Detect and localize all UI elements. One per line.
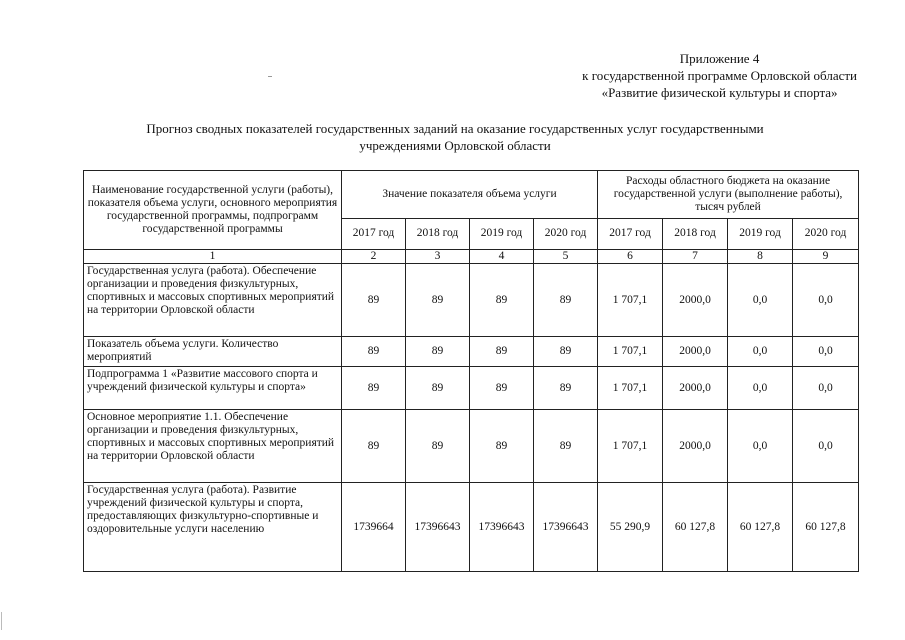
expense-cell: 1 707,1 — [598, 410, 663, 483]
table-row — [84, 264, 859, 337]
expense-cell: 0,0 — [728, 410, 793, 483]
document-title — [60, 120, 850, 154]
column-number: 4 — [470, 250, 534, 264]
expense-cell: 0,0 — [728, 337, 793, 367]
year-header: 2017 год — [598, 218, 663, 249]
expense-cell: 0,0 — [793, 410, 859, 483]
volume-cell: 89 — [406, 264, 470, 337]
volume-cell: 89 — [406, 410, 470, 483]
volume-cell: 89 — [342, 410, 406, 483]
expense-cell: 1 707,1 — [598, 337, 663, 367]
expense-cell: 0,0 — [793, 367, 859, 410]
table-row — [84, 367, 859, 410]
volume-cell: 89 — [534, 337, 598, 367]
expense-cell: 0,0 — [728, 264, 793, 337]
header-row-1 — [84, 171, 859, 219]
volume-cell: 17396643 — [406, 483, 470, 572]
scan-speck — [268, 76, 272, 77]
expense-cell: 55 290,9 — [598, 483, 663, 572]
year-header: 2018 год — [663, 218, 728, 249]
volume-cell: 89 — [342, 337, 406, 367]
header-name: Наименование государственной услуги (работы), показателя объема услуги, основного мероприятия государственной программы, подпрограмм государственной программы — [84, 171, 342, 250]
column-number: 7 — [663, 250, 728, 264]
appendix-program: к государственной программе Орловской области — [582, 68, 857, 83]
year-header: 2020 год — [534, 218, 598, 249]
expense-cell: 0,0 — [793, 264, 859, 337]
volume-cell: 17396643 — [534, 483, 598, 572]
year-header: 2019 год — [728, 218, 793, 249]
year-header: 2018 год — [406, 218, 470, 249]
year-header: 2017 год — [342, 218, 406, 249]
year-header: 2020 год — [793, 218, 859, 249]
expense-cell: 1 707,1 — [598, 264, 663, 337]
appendix-number: Приложение 4 — [679, 51, 760, 66]
volume-cell: 89 — [534, 367, 598, 410]
volume-cell: 89 — [406, 337, 470, 367]
volume-cell: 89 — [342, 367, 406, 410]
table-row — [84, 483, 859, 572]
volume-cell: 89 — [342, 264, 406, 337]
expense-cell: 0,0 — [793, 337, 859, 367]
appendix-block — [582, 50, 857, 101]
expense-cell: 2000,0 — [663, 367, 728, 410]
volume-cell: 89 — [470, 410, 534, 483]
expense-cell: 2000,0 — [663, 337, 728, 367]
forecast-table — [83, 170, 859, 572]
table-row — [84, 337, 859, 367]
row-name: Основное мероприятие 1.1. Обеспечение организации и проведения физкультурных, спортивных и массовых спортивных мероприятий на территории Орловской области — [84, 410, 342, 483]
expense-cell: 2000,0 — [663, 410, 728, 483]
expense-cell: 60 127,8 — [663, 483, 728, 572]
document-title-line1: Прогноз сводных показателей государственных заданий на оказание государственных услуг государственными — [146, 121, 764, 136]
column-number: 3 — [406, 250, 470, 264]
row-name: Государственная услуга (работа). Обеспечение организации и проведения физкультурных, спортивных и массовых спортивных мероприятий на территории Орловской области — [84, 264, 342, 337]
column-number: 6 — [598, 250, 663, 264]
expense-cell: 0,0 — [728, 367, 793, 410]
row-name: Показатель объема услуги. Количество мероприятий — [84, 337, 342, 367]
volume-cell: 89 — [470, 264, 534, 337]
column-number: 2 — [342, 250, 406, 264]
column-number: 1 — [84, 250, 342, 264]
expense-cell: 60 127,8 — [793, 483, 859, 572]
volume-cell: 17396643 — [470, 483, 534, 572]
header-expenses: Расходы областного бюджета на оказание государственной услуги (выполнение работы), тысяч рублей — [598, 171, 859, 219]
header-volume: Значение показателя объема услуги — [342, 171, 598, 219]
column-numbers-row — [84, 250, 859, 264]
volume-cell: 89 — [470, 337, 534, 367]
expense-cell: 60 127,8 — [728, 483, 793, 572]
row-name: Подпрограмма 1 «Развитие массового спорта и учреждений физической культуры и спорта» — [84, 367, 342, 410]
scan-edge-mark — [1, 612, 2, 630]
volume-cell: 89 — [534, 264, 598, 337]
table-row — [84, 410, 859, 483]
document-title-line2: учреждениями Орловской области — [359, 138, 551, 153]
volume-cell: 89 — [470, 367, 534, 410]
column-number: 5 — [534, 250, 598, 264]
appendix-program-name: «Развитие физической культуры и спорта» — [601, 85, 838, 100]
volume-cell: 89 — [534, 410, 598, 483]
column-number: 8 — [728, 250, 793, 264]
column-number: 9 — [793, 250, 859, 264]
year-header: 2019 год — [470, 218, 534, 249]
volume-cell: 89 — [406, 367, 470, 410]
expense-cell: 1 707,1 — [598, 367, 663, 410]
row-name: Государственная услуга (работа). Развитие учреждений физической культуры и спорта, предоставляющих физкультурно-спортивные и оздоровительные услуги населению — [84, 483, 342, 572]
volume-cell: 1739664 — [342, 483, 406, 572]
expense-cell: 2000,0 — [663, 264, 728, 337]
